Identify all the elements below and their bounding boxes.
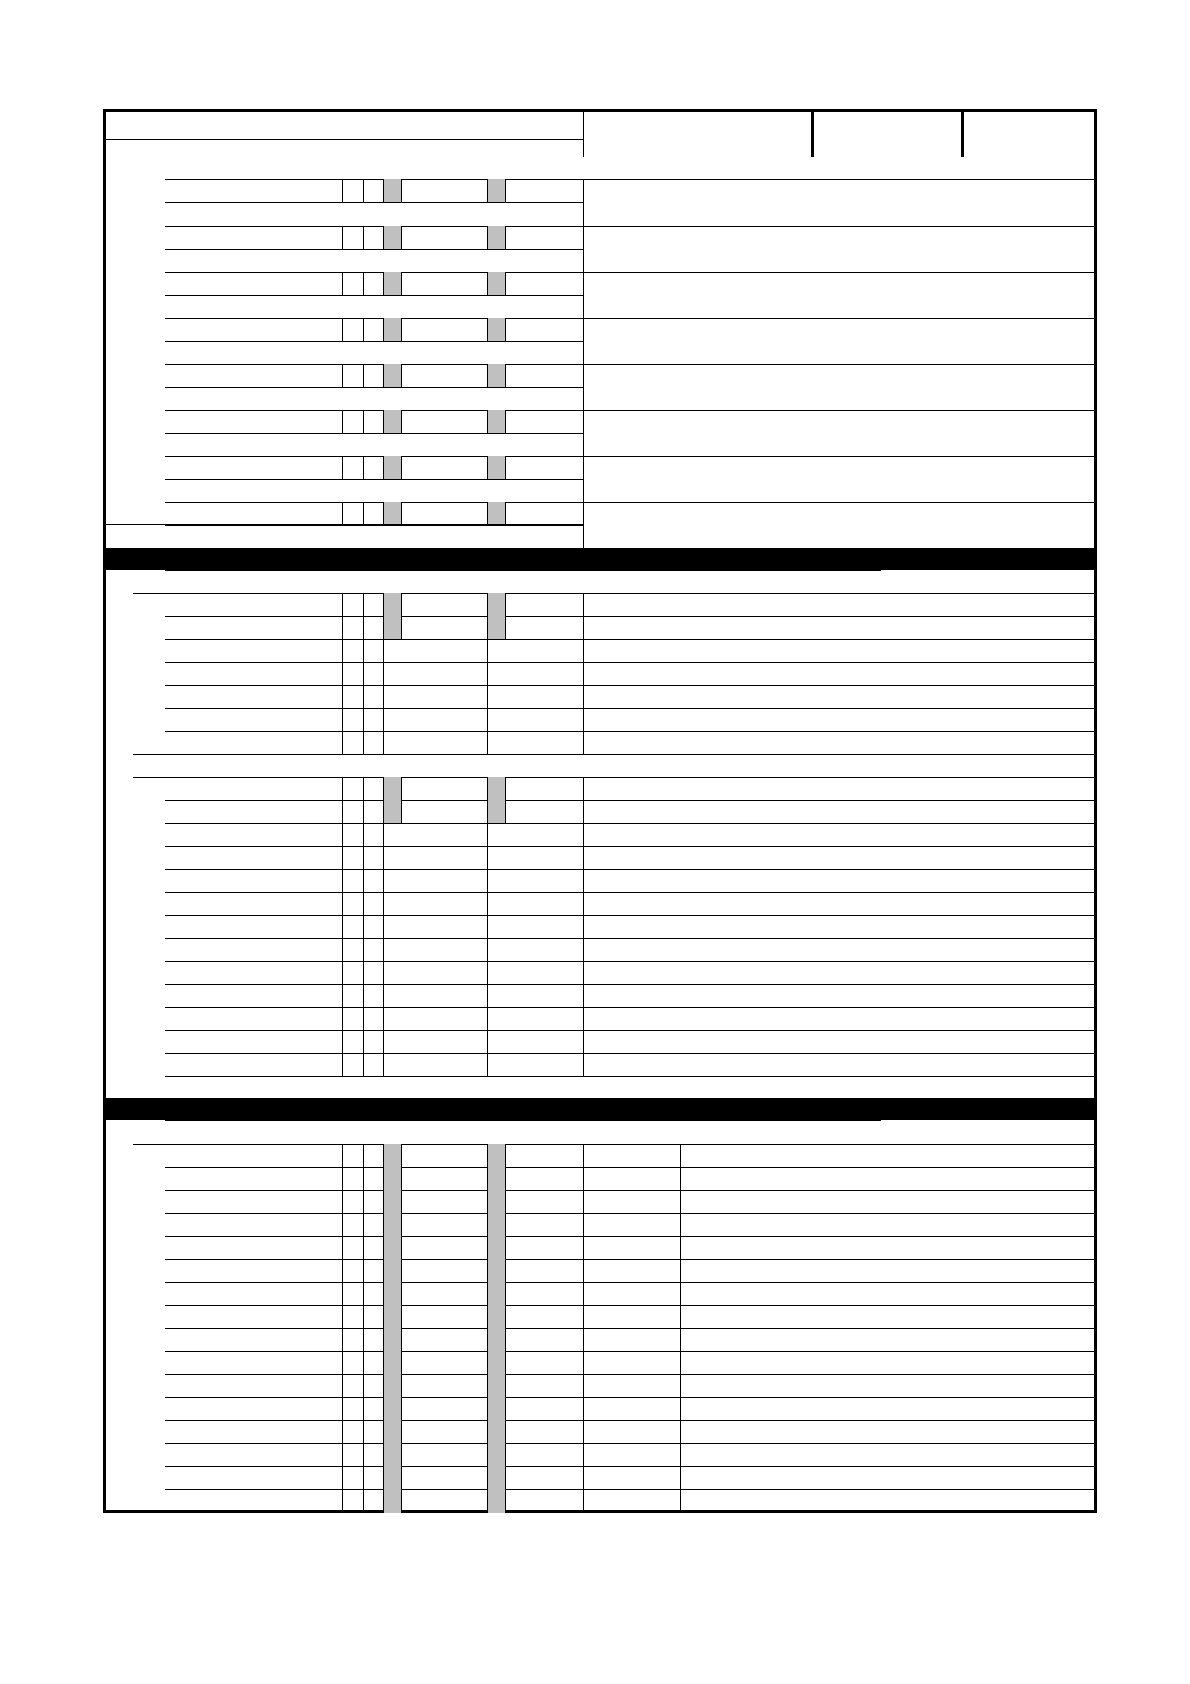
section-2a-shaded-cell bbox=[383, 593, 402, 639]
section-1-row-underline bbox=[165, 479, 583, 480]
section-1-shaded-cell bbox=[383, 272, 402, 295]
section-1-note-rule bbox=[583, 179, 1097, 180]
section-1-note-rule bbox=[583, 410, 1097, 411]
section-2a-row-rule bbox=[165, 662, 1097, 663]
section-3-row-rule bbox=[165, 1328, 1097, 1329]
section-1-shaded-cell bbox=[383, 364, 402, 387]
section-1-row-underline bbox=[165, 249, 583, 250]
section-1-shaded-cell bbox=[487, 364, 506, 387]
section-1-shaded-cell bbox=[383, 502, 402, 525]
section-2b-group-rule bbox=[133, 777, 1097, 778]
section-3-row-rule bbox=[165, 1420, 1097, 1421]
section-1-row-rule bbox=[165, 456, 583, 457]
section-1-shaded-cell bbox=[383, 410, 402, 433]
section-1-bottom-rule bbox=[103, 524, 583, 525]
section-2b-row-rule bbox=[165, 823, 1097, 824]
section-1-cell-divider bbox=[342, 272, 343, 295]
section-2a-cell-divider bbox=[583, 593, 584, 754]
section-2a-row-rule bbox=[165, 708, 1097, 709]
header-column-divider bbox=[583, 109, 584, 157]
section-2b-row-rule bbox=[165, 869, 1097, 870]
section-3-row-rule bbox=[165, 1213, 1097, 1214]
section-3-shaded-column bbox=[383, 1144, 402, 1513]
section-2a-cell-divider bbox=[342, 593, 343, 754]
section-2b-row-rule bbox=[165, 1076, 1097, 1077]
section-1-note-rule bbox=[583, 456, 1097, 457]
section-1-cell-divider bbox=[363, 318, 364, 341]
section-2b-shaded-cell bbox=[487, 777, 506, 823]
form-title bbox=[108, 118, 578, 138]
section-3-row-rule bbox=[165, 1236, 1097, 1237]
section-band-tail bbox=[165, 566, 881, 571]
section-2b-row-rule bbox=[165, 1030, 1097, 1031]
section-1-note-rule bbox=[583, 502, 1097, 503]
section-1-cell-divider bbox=[363, 179, 364, 202]
section-1-cell-divider bbox=[363, 364, 364, 387]
section-1-cell-divider bbox=[342, 179, 343, 202]
section-2b-cell-divider bbox=[342, 777, 343, 1076]
section-2a-cell-divider bbox=[363, 593, 364, 754]
section-1-shaded-cell bbox=[383, 179, 402, 202]
section-2b-row-rule bbox=[165, 938, 1097, 939]
section-1-row-rule bbox=[165, 410, 583, 411]
section-2a-row-rule bbox=[165, 685, 1097, 686]
section-1-row-underline bbox=[165, 525, 583, 526]
section-2a-group-rule bbox=[133, 593, 1097, 594]
section-1-cell-divider bbox=[342, 318, 343, 341]
section-1-row-underline bbox=[165, 433, 583, 434]
section-3-row-rule bbox=[165, 1489, 1097, 1490]
section-1-row-rule bbox=[165, 318, 583, 319]
header-divider bbox=[103, 139, 583, 140]
section-1-row-underline bbox=[165, 341, 583, 342]
section-3-row-rule bbox=[165, 1305, 1097, 1306]
section-1-shaded-cell bbox=[487, 179, 506, 202]
section-3-row-rule bbox=[165, 1167, 1097, 1168]
section-1-cell-divider bbox=[363, 410, 364, 433]
section-3-cell-divider bbox=[583, 1144, 584, 1513]
section-1-row-rule bbox=[165, 226, 583, 227]
section-1-shaded-cell bbox=[383, 318, 402, 341]
section-3-row-rule bbox=[165, 1466, 1097, 1467]
section-2a-shaded-cell bbox=[487, 593, 506, 639]
section-3-cell-divider bbox=[363, 1144, 364, 1513]
section-2b-shaded-cell bbox=[383, 777, 402, 823]
section-3-row-rule bbox=[165, 1351, 1097, 1352]
section-1-note-rule bbox=[583, 364, 1097, 365]
section-3-row-rule bbox=[165, 1443, 1097, 1444]
section-3-row-rule bbox=[165, 1190, 1097, 1191]
section-band-tail bbox=[165, 1116, 881, 1121]
section-3-group-rule bbox=[133, 1144, 1097, 1145]
section-2-separator bbox=[133, 754, 1097, 755]
section-1-row-rule bbox=[165, 179, 583, 180]
section-1-row-rule bbox=[165, 272, 583, 273]
section-2b-row-rule bbox=[165, 915, 1097, 916]
section-3-row-rule bbox=[165, 1282, 1097, 1283]
section-1-row-underline bbox=[165, 202, 583, 203]
section-1-row-underline bbox=[165, 295, 583, 296]
section-3-row-rule bbox=[165, 1512, 1097, 1513]
section-1-shaded-cell bbox=[487, 226, 506, 249]
section-1-note-divider bbox=[583, 179, 584, 548]
section-1-cell-divider bbox=[342, 502, 343, 525]
section-1-cell-divider bbox=[342, 456, 343, 479]
section-1-row-underline bbox=[165, 387, 583, 388]
section-1-note-rule bbox=[583, 272, 1097, 273]
section-2b-row-rule bbox=[165, 961, 1097, 962]
form-frame bbox=[103, 109, 1097, 1513]
section-1-shaded-cell bbox=[487, 272, 506, 295]
header-box-divider bbox=[961, 109, 964, 157]
section-2b-row-rule bbox=[165, 846, 1097, 847]
section-1-shaded-cell bbox=[487, 410, 506, 433]
section-2b-row-rule bbox=[165, 984, 1097, 985]
section-3-shaded-column bbox=[487, 1144, 506, 1513]
section-3-cell-divider bbox=[342, 1144, 343, 1513]
header-box-divider bbox=[811, 109, 814, 157]
section-1-cell-divider bbox=[363, 272, 364, 295]
section-2a-row-rule bbox=[165, 639, 1097, 640]
section-2a-row-rule bbox=[165, 731, 1097, 732]
section-1-note-rule bbox=[583, 226, 1097, 227]
section-1-cell-divider bbox=[342, 226, 343, 249]
section-2b-cell-divider bbox=[583, 777, 584, 1076]
section-1-shaded-cell bbox=[487, 456, 506, 479]
section-1-shaded-cell bbox=[487, 318, 506, 341]
section-1-row-rule bbox=[165, 364, 583, 365]
section-3-cell-divider bbox=[680, 1144, 681, 1513]
section-3-row-rule bbox=[165, 1374, 1097, 1375]
section-1-cell-divider bbox=[363, 502, 364, 525]
section-2b-row-rule bbox=[165, 892, 1097, 893]
section-1-cell-divider bbox=[363, 226, 364, 249]
section-1-shaded-cell bbox=[487, 502, 506, 525]
section-2b-row-rule bbox=[165, 1007, 1097, 1008]
section-2b-cell-divider bbox=[363, 777, 364, 1076]
section-1-cell-divider bbox=[363, 456, 364, 479]
section-1-cell-divider bbox=[342, 364, 343, 387]
section-1-shaded-cell bbox=[383, 456, 402, 479]
section-2b-row-rule bbox=[165, 1053, 1097, 1054]
section-1-row-rule bbox=[165, 502, 583, 503]
section-3-row-rule bbox=[165, 1397, 1097, 1398]
section-3-row-rule bbox=[165, 1259, 1097, 1260]
section-2b-row-rule bbox=[165, 800, 1097, 801]
section-1-cell-divider bbox=[342, 410, 343, 433]
section-1-shaded-cell bbox=[383, 226, 402, 249]
section-2a-row-rule bbox=[165, 616, 1097, 617]
section-1-note-rule bbox=[583, 318, 1097, 319]
